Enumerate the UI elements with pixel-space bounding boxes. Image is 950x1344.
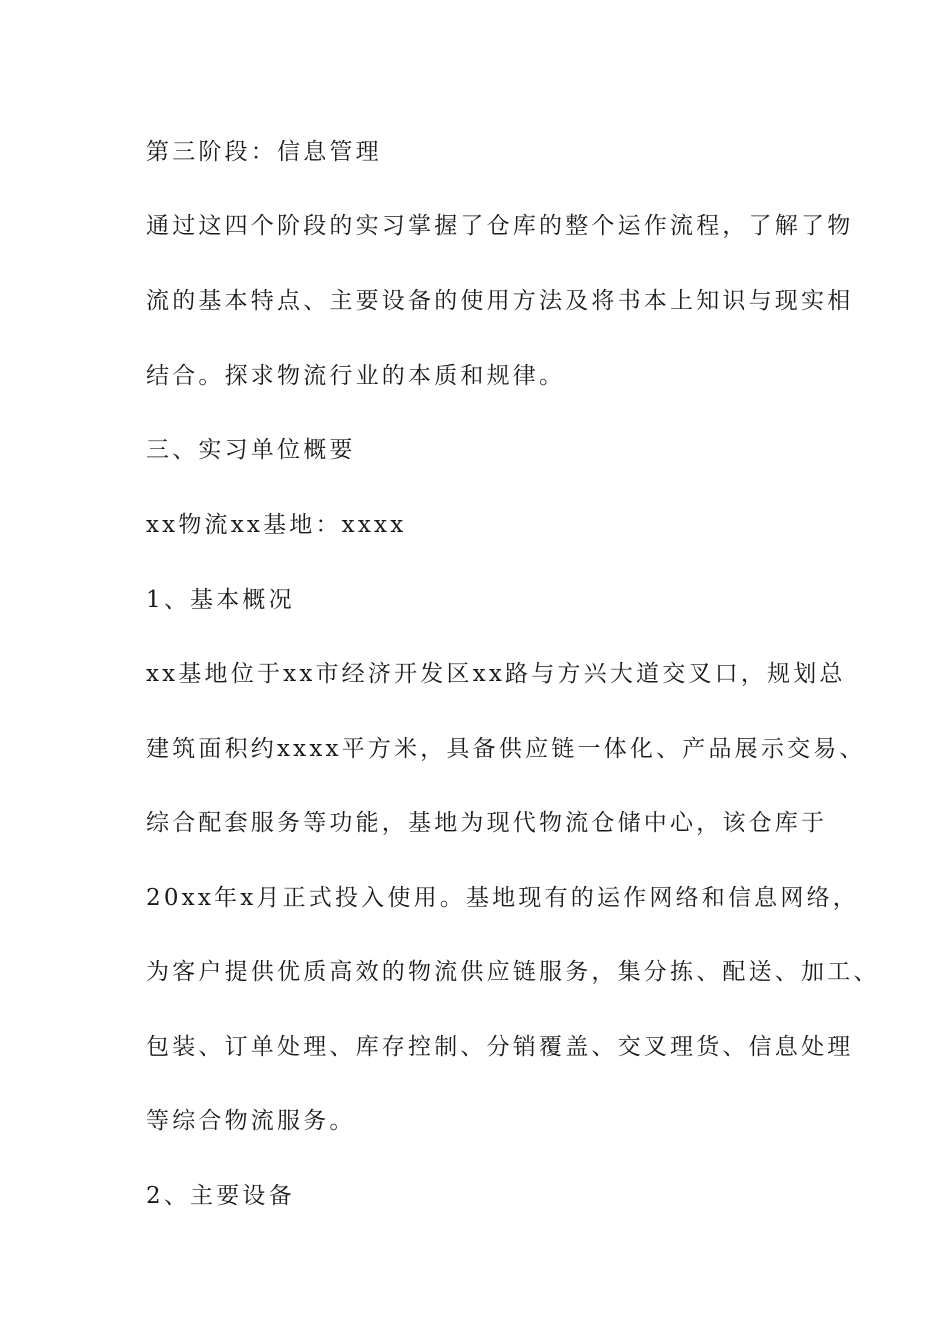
section-heading-stage-three: 第三阶段：信息管理 — [146, 139, 382, 165]
subheading-main-equipment: 2、主要设备 — [146, 1183, 295, 1209]
paragraph-line: 结合。探求物流行业的本质和规律。 — [146, 363, 566, 389]
paragraph-line: xx基地位于xx市经济开发区xx路与方兴大道交叉口，规划总 — [146, 661, 846, 687]
base-address-line: xx物流xx基地：xxxx — [146, 512, 407, 538]
paragraph-line: 建筑面积约xxxx平方米，具备供应链一体化、产品展示交易、 — [146, 736, 866, 762]
paragraph-line: 包装、订单处理、库存控制、分销覆盖、交叉理货、信息处理 — [146, 1034, 854, 1060]
paragraph-line: 流的基本特点、主要设备的使用方法及将书本上知识与现实相 — [146, 288, 854, 314]
paragraph-line: 为客户提供优质高效的物流供应链服务，集分拣、配送、加工、 — [146, 959, 880, 985]
paragraph-line: 等综合物流服务。 — [146, 1108, 356, 1134]
paragraph-line: 综合配套服务等功能，基地为现代物流仓储中心，该仓库于 — [146, 810, 828, 836]
paragraph-line: 通过这四个阶段的实习掌握了仓库的整个运作流程，了解了物 — [146, 213, 854, 239]
subheading-basic-overview: 1、基本概况 — [146, 587, 295, 613]
paragraph-line: 20xx年x月正式投入使用。基地现有的运作网络和信息网络， — [146, 885, 859, 911]
section-heading-unit-overview: 三、实习单位概要 — [146, 437, 356, 463]
